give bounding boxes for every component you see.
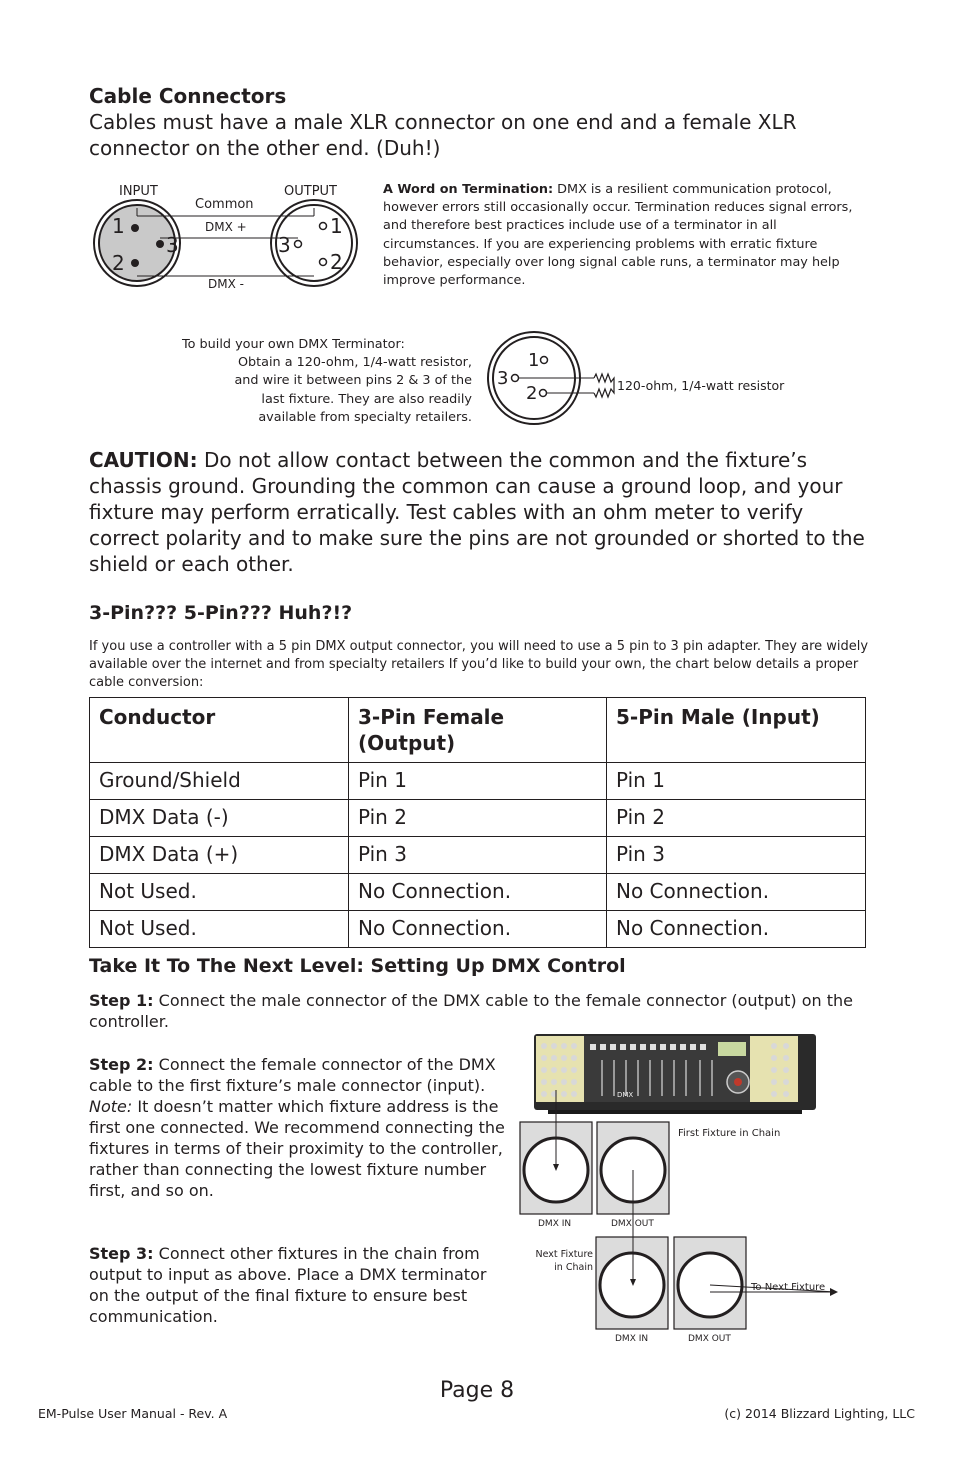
table-cell: No Connection. [607,911,866,948]
table-cell: Not Used. [90,874,349,911]
termination-body: DMX is a resilient communication protocol, however errors still occasionally occur. Termination reduces signal errors, and therefore best practices include use of a terminator in all circumstances. If you are experiencing problems with erratic fixture behavior, especially over long signal cable runs, a terminator may help improve performance. [383,182,853,289]
build-terminator-line-1: Obtain a 120-ohm, 1/4-watt resistor, [237,355,472,371]
build-terminator-line-2: and wire it between pins 2 & 3 of the [234,373,472,389]
step-3 [89,1243,507,1327]
input-pin-2-label: 2 [112,251,125,275]
first-fixture-label: First Fixture in Chain [678,1128,781,1139]
step-1-label: Step 1: [89,991,154,1010]
table-cell: Pin 1 [349,763,607,800]
output-pin-2-label: 2 [330,250,343,274]
step-1 [89,990,879,1032]
dmx-minus-label: DMX - [208,277,244,291]
next-fixture-label-line-1: Next Fixture [535,1249,593,1260]
step-1-text: Connect the male connector of the DMX cable to the female connector (output) on the controller. [89,991,853,1031]
terminator-pin-2-label: 2 [526,383,538,404]
dmx-controller-image [534,1034,816,1114]
first-dmx-out-label: DMX OUT [611,1219,654,1229]
caution-body: Do not allow contact between the common and the fixture’s chassis ground. Grounding the common can cause a ground loop, and your fixture may perform erratically. Test cables with an ohm meter to verify correct polarity and to make sure the pins are not grounded or shorted to the shield or each other. [89,448,865,576]
table-cell: No Connection. [349,874,607,911]
table-cell: Pin 1 [607,763,866,800]
table-cell: No Connection. [349,911,607,948]
resistor-label: 120-ohm, 1/4-watt resistor [617,378,785,393]
input-pin-1-label: 1 [112,214,125,238]
step-2-label: Step 2: [89,1055,154,1074]
next-fixture-label-line-2: in Chain [554,1262,593,1273]
terminator-pin-1-label: 1 [528,350,540,371]
terminator-diagram [484,328,824,428]
termination-title: A Word on Termination: [383,182,554,197]
table-row [90,911,866,948]
section-heading-cable-connectors: Cable Connectors [89,84,287,108]
build-terminator-line-3: last fixture. They are also readily [261,391,472,407]
table-header-cell: 3-Pin Female (Output) [349,698,607,763]
arrow-right-icon [830,1288,838,1296]
build-terminator-title: To build your own DMX Terminator: [182,337,405,352]
caution-paragraph [89,447,879,577]
cable-paragraph: Cables must have a male XLR connector on one end and a female XLR connector on the other end. (Duh!) [89,110,797,160]
input-pin-1 [131,224,139,232]
resistor-icon [594,374,614,397]
input-pin-3-label: 3 [166,233,179,257]
input-pin-2 [131,259,139,267]
table-header-cell: 5-Pin Male (Input) [607,698,866,763]
to-next-fixture-label: To Next Fixture [751,1282,826,1293]
step-2-text-a: Connect the female connector of the DMX cable to the first fixture’s male connector (input). [89,1055,496,1095]
output-pin-3-label: 3 [278,233,291,257]
table-row [90,800,866,837]
table-row [90,874,866,911]
step-2-note: Note: [89,1097,133,1116]
table-header-cell: Conductor [90,698,349,763]
build-terminator-line-4: available from specialty retailers. [258,409,472,425]
table-cell: Not Used. [90,911,349,948]
build-terminator-note [182,336,472,427]
step-3-text: Connect other fixtures in the chain from output to input as above. Place a DMX terminator on the output of the final fixture to ensure best communication. [89,1244,487,1326]
step-3-label: Step 3: [89,1244,154,1263]
table-cell: Pin 3 [607,837,866,874]
controller-label: DMX [617,1091,634,1099]
output-pin-1-label: 1 [330,214,343,238]
input-pin-3 [156,240,164,248]
table-row [90,837,866,874]
dmx-plus-label: DMX + [205,220,247,234]
table-cell: Ground/Shield [90,763,349,800]
step-2-text-b: It doesn’t matter which fixture address is the first one connected. We recommend connecting the fixtures in terms of their proximity to the controller, rather than connecting the lowest fixture number first, and so on. [89,1097,505,1200]
section-heading-next-level: Take It To The Next Level: Setting Up DMX Control [89,955,626,977]
table-cell: Pin 2 [349,800,607,837]
output-label: OUTPUT [284,184,337,199]
table-row [90,763,866,800]
page-number: Page 8 [439,1378,515,1403]
table-cell: Pin 3 [349,837,607,874]
input-label: INPUT [119,184,158,199]
footer-manual-title: EM-Pulse User Manual - Rev. A [38,1406,228,1421]
footer-copyright: (c) 2014 Blizzard Lighting, LLC [724,1406,915,1421]
step-2 [89,1054,507,1201]
table-header-row [90,698,866,763]
caution-label: CAUTION: [89,448,198,472]
next-dmx-out-label: DMX OUT [688,1334,731,1344]
next-dmx-in-label: DMX IN [615,1334,649,1344]
table-cell: No Connection. [607,874,866,911]
terminator-pin-3-label: 3 [497,368,509,389]
xlr-connector-diagram [92,178,362,296]
table-cell: Pin 2 [607,800,866,837]
section-heading-pin-adapter: 3-Pin??? 5-Pin??? Huh?!? [89,602,353,624]
dmx-chain-diagram [518,1030,848,1348]
cable-conversion-table [89,697,866,948]
pin-adapter-paragraph: If you use a controller with a 5 pin DMX output connector, you will need to use a 5 pin to 3 pin adapter. They are widely available over the internet and from specialty retailers If you’d like to build your own, the chart below details a proper cable conversion: [89,639,869,690]
first-dmx-in-label: DMX IN [538,1219,572,1229]
table-cell: DMX Data (+) [90,837,349,874]
common-label: Common [195,197,254,212]
table-cell: DMX Data (-) [90,800,349,837]
termination-note [383,181,853,290]
